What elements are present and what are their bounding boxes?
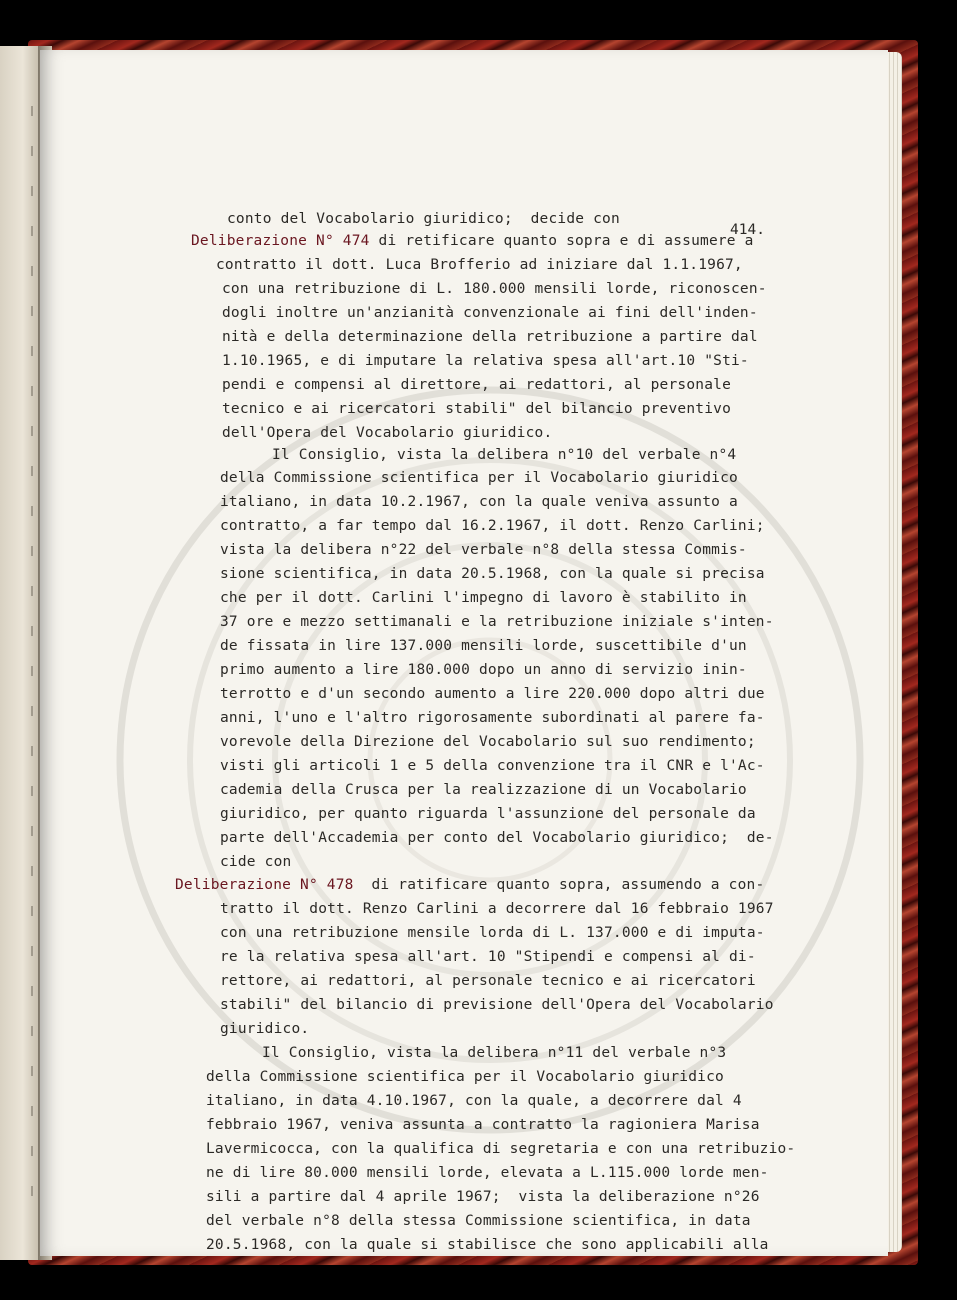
text-line — [220, 733, 756, 751]
text-line — [272, 446, 736, 464]
line-text: rettore, ai redattori, al personale tecnico e ai ricercatori — [220, 973, 756, 989]
line-text: che per il dott. Carlini l'impegno di lavoro è stabilito in — [220, 590, 747, 606]
line-text: giuridico. — [220, 1021, 310, 1037]
line-text: di ratificare quanto sopra, assumendo a con- — [353, 877, 765, 893]
text-line — [220, 709, 765, 727]
line-text: parte dell'Accademia per conto del Vocabolario giuridico; de- — [220, 830, 774, 846]
text-line — [206, 1164, 769, 1182]
line-text: ne di lire 80.000 mensili lorde, elevata a L.115.000 lorde men- — [206, 1165, 769, 1181]
line-text: con una retribuzione mensile lorda di L. 137.000 e di imputa- — [220, 925, 765, 941]
line-text: anni, l'uno e l'altro rigorosamente subordinati al parere fa- — [220, 710, 765, 726]
line-text: febbraio 1967, veniva assunta a contratto la ragioniera Marisa — [206, 1117, 760, 1133]
line-text: di retificare quanto sopra e di assumere a — [369, 233, 754, 249]
text-line — [206, 1116, 760, 1134]
text-line — [220, 1020, 309, 1038]
text-line — [220, 900, 774, 918]
text-line — [220, 469, 738, 487]
line-text: nità e della determinazione della retribuzione a partire dal — [222, 329, 758, 345]
line-text: cademia della Crusca per la realizzazione di un Vocabolario — [220, 782, 747, 798]
line-text: Lavermicocca, con la qualifica di segretaria e con una retribuzio- — [206, 1141, 796, 1157]
left-page-edge — [0, 46, 39, 1260]
text-line — [222, 304, 758, 322]
line-text: cide con — [220, 854, 292, 870]
left-page-edge-marks — [31, 106, 33, 1206]
line-text: italiano, in data 10.2.1967, con la quale veniva assunto a — [220, 494, 738, 510]
text-line — [220, 517, 765, 535]
text-line — [206, 1236, 769, 1254]
text-line — [206, 1068, 724, 1086]
line-text: vista la delibera n°22 del verbale n°8 della stessa Commis- — [220, 542, 747, 558]
text-line — [222, 328, 758, 346]
line-text: della Commissione scientifica per il Vocabolario giuridico — [206, 1069, 724, 1085]
line-text: Il Consiglio, vista la delibera n°11 del verbale n°3 — [262, 1045, 727, 1061]
text-line — [220, 996, 774, 1014]
text-line — [220, 661, 747, 679]
text-line — [206, 1188, 760, 1206]
line-text: giuridico, per quanto riguarda l'assunzione del personale da — [220, 806, 756, 822]
text-line — [220, 613, 774, 631]
deliberation-line — [191, 232, 754, 250]
deliberation-number: Deliberazione N° 474 — [191, 233, 370, 249]
text-line — [216, 256, 743, 274]
line-text: re la relativa spesa all'art. 10 "Stipendi e compensi al di- — [220, 949, 756, 965]
line-text: de fissata in lire 137.000 mensili lorde, suscettibile d'un — [220, 638, 747, 654]
text-line — [206, 1092, 742, 1110]
deliberation-line — [175, 876, 764, 894]
line-text: tecnico e ai ricercatori stabili" del bilancio preventivo — [222, 401, 731, 417]
text-line — [222, 424, 552, 442]
deliberation-number: Deliberazione N° 478 — [175, 877, 354, 893]
line-text: vorevole della Direzione del Vocabolario sul suo rendimento; — [220, 734, 756, 750]
text-line — [222, 280, 767, 298]
text-line — [227, 210, 620, 228]
text-line — [220, 924, 765, 942]
line-text: Il Consiglio, vista la delibera n°10 del verbale n°4 — [272, 447, 737, 463]
line-text: contratto il dott. Luca Brofferio ad iniziare dal 1.1.1967, — [216, 257, 743, 273]
text-line — [220, 493, 738, 511]
text-line — [220, 829, 774, 847]
text-line — [262, 1044, 726, 1062]
line-text: dell'Opera del Vocabolario giuridico. — [222, 425, 553, 441]
page-number: 414. — [730, 222, 765, 238]
line-text: primo aumento a lire 180.000 dopo un anno di servizio inin- — [220, 662, 747, 678]
text-line — [220, 757, 765, 775]
line-text: sili a partire dal 4 aprile 1967; vista la deliberazione n°26 — [206, 1189, 760, 1205]
text-line — [222, 352, 749, 370]
text-line — [220, 948, 756, 966]
line-text: stabili" del bilancio di previsione dell'Opera del Vocabolario — [220, 997, 774, 1013]
line-text: 1.10.1965, e di imputare la relativa spesa all'art.10 "Sti- — [222, 353, 749, 369]
line-text: terrotto e d'un secondo aumento a lire 220.000 dopo altri due — [220, 686, 765, 702]
text-line — [220, 781, 747, 799]
line-text: con una retribuzione di L. 180.000 mensili lorde, riconoscen- — [222, 281, 767, 297]
text-line — [220, 853, 291, 871]
text-line — [220, 589, 747, 607]
line-text: tratto il dott. Renzo Carlini a decorrere dal 16 febbraio 1967 — [220, 901, 774, 917]
line-text: contratto, a far tempo dal 16.2.1967, il dott. Renzo Carlini; — [220, 518, 765, 534]
text-line — [220, 972, 756, 990]
text-line — [220, 637, 747, 655]
text-line — [220, 805, 756, 823]
line-text: sione scientifica, in data 20.5.1968, con la quale si precisa — [220, 566, 765, 582]
line-text: conto del Vocabolario giuridico; decide con — [227, 211, 620, 227]
text-line — [206, 1212, 751, 1230]
line-text: pendi e compensi al direttore, ai redattori, al personale — [222, 377, 731, 393]
line-text: dogli inoltre un'anzianità convenzionale ai fini dell'inden- — [222, 305, 758, 321]
text-line — [222, 376, 731, 394]
text-line — [220, 541, 747, 559]
line-text: 37 ore e mezzo settimanali e la retribuzione iniziale s'inten- — [220, 614, 774, 630]
line-text: 20.5.1968, con la quale si stabilisce che sono applicabili alla — [206, 1237, 769, 1253]
text-line — [220, 685, 765, 703]
line-text: del verbale n°8 della stessa Commissione scientifica, in data — [206, 1213, 751, 1229]
line-text: della Commissione scientifica per il Vocabolario giuridico — [220, 470, 738, 486]
text-line — [220, 565, 765, 583]
line-text: italiano, in data 4.10.1967, con la quale, a decorrere dal 4 — [206, 1093, 742, 1109]
line-text: visti gli articoli 1 e 5 della convenzione tra il CNR e l'Ac- — [220, 758, 765, 774]
text-line — [206, 1140, 795, 1158]
text-line — [222, 400, 731, 418]
document-page — [40, 50, 888, 1256]
